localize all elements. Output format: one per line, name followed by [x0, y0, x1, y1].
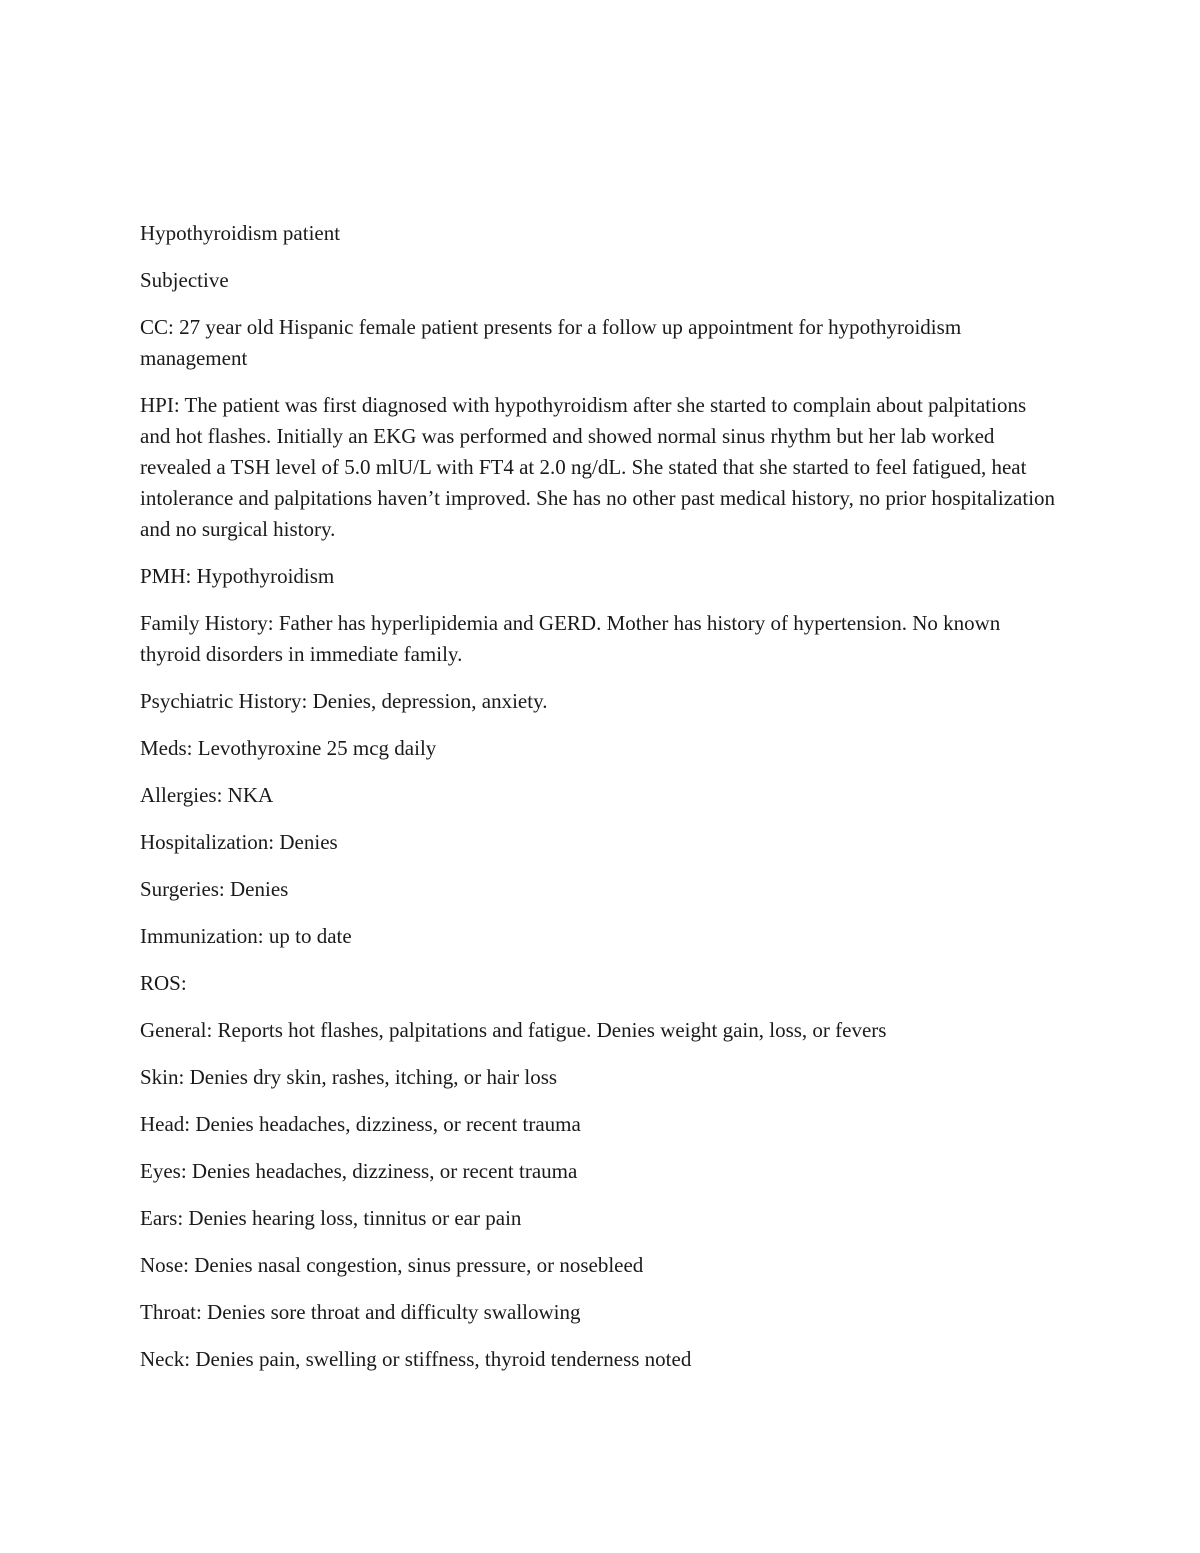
chief-complaint: CC: 27 year old Hispanic female patient presents for a follow up appointment for hypothyroidism management [140, 315, 962, 370]
document-title: Hypothyroidism patient [140, 221, 341, 245]
psychiatric-history: Psychiatric History: Denies, depression, anxiety. [140, 689, 548, 713]
ros-throat: Throat: Denies sore throat and difficulty swallowing [140, 1300, 581, 1324]
family-history: Family History: Father has hyperlipidemia and GERD. Mother has history of hypertension. No known thyroid disorders in immediate family. [140, 611, 1001, 666]
past-medical-history: PMH: Hypothyroidism [140, 564, 335, 588]
medications: Meds: Levothyroxine 25 mcg daily [140, 736, 437, 760]
immunization: Immunization: up to date [140, 924, 352, 948]
history-of-present-illness: HPI: The patient was first diagnosed with hypothyroidism after she started to complain about palpitations and hot flashes. Initially an EKG was performed and showed normal sinus rhythm but her lab worked revealed a TSH level of 5.0 mlU/L with FT4 at 2.0 ng/dL. She stated that she started to feel fatigued, heat intolerance and palpitations haven’t improved. She has no other past medical history, no prior hospitalization and no surgical history. [140, 393, 1056, 541]
section-heading-subjective: Subjective [140, 268, 229, 292]
ros-eyes: Eyes: Denies headaches, dizziness, or recent trauma [140, 1159, 578, 1183]
ros-neck: Neck: Denies pain, swelling or stiffness, thyroid tenderness noted [140, 1347, 692, 1371]
ros-heading: ROS: [140, 971, 187, 995]
ros-ears: Ears: Denies hearing loss, tinnitus or ear pain [140, 1206, 522, 1230]
ros-nose: Nose: Denies nasal congestion, sinus pressure, or nosebleed [140, 1253, 644, 1277]
ros-skin: Skin: Denies dry skin, rashes, itching, or hair loss [140, 1065, 558, 1089]
ros-general: General: Reports hot flashes, palpitations and fatigue. Denies weight gain, loss, or fevers [140, 1018, 887, 1042]
surgeries: Surgeries: Denies [140, 877, 289, 901]
document-body [140, 218, 1060, 1391]
ros-head: Head: Denies headaches, dizziness, or recent trauma [140, 1112, 581, 1136]
hospitalization: Hospitalization: Denies [140, 830, 338, 854]
allergies: Allergies: NKA [140, 783, 274, 807]
